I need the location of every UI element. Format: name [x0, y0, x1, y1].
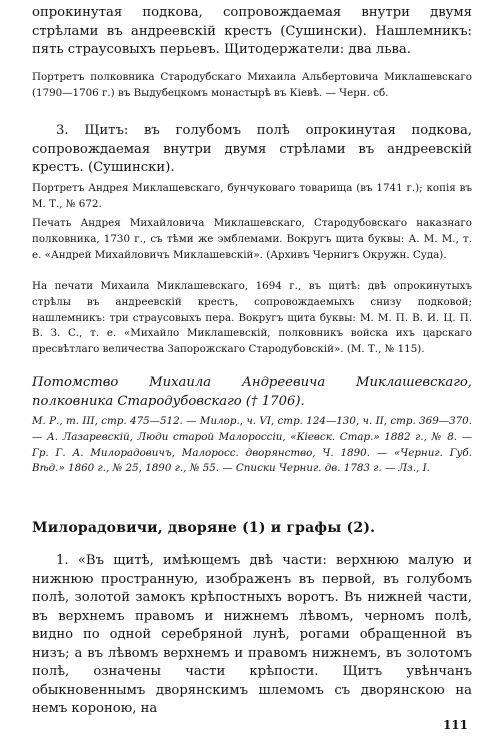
note-3: Печать Андрея Михайловича Миклашевскаго, Стародубовскаго наказнаго полковника, 1730 г., съ тѣми же эмблемами. Вокругъ щита буквы: А. М. М., т. е. «Андрей Михайловичъ Миклашевскій». (Архивъ Чернигъ Окружн. Суда). — [32, 217, 472, 261]
paragraph-3: 1. «Въ щитѣ, имѣющемъ двѣ части: верхнюю малую и нижнюю пространную, изображенъ въ первой, въ голубомъ полѣ, золотой замокъ крѣпостныхъ воротъ. Въ нижней части, въ верхнемъ правомъ и нижнемъ лѣвомъ, черномъ полѣ, видно по одной серебряной лунѣ, рогами обращенной въ низъ; а въ лѣвомъ верхнемъ и правомъ нижнемъ, въ золотомъ полѣ, означены части крѣпости. Щитъ увѣнчанъ обыкновеннымъ дворянскимъ шлемомъ съ дворянскою на немъ короною, на — [32, 553, 472, 716]
note-2: Портретъ Андрея Миклашевскаго, бунчуковаго товарища (въ 1741 г.); копія въ М. Т., № 672. — [32, 182, 472, 210]
paragraph-1: опрокинутая подкова, сопровождаемая внутри двумя стрѣлами въ андреевскій крестъ (Сушински). Нашлемникъ: пять страусовыхъ перьевъ. Щитодержатели: два льва. — [32, 5, 472, 57]
note-4: На печати Михаила Миклашевскаго, 1694 г., въ щитѣ: двѣ опрокинутыхъ стрѣлы въ андреевскій крестъ, сопровождаемыхъ снизу подковой; нашлемникъ: три страусовыхъ пера. Вокругъ щита буквы: М. М. П. В. И. Ц. П. В. З. С., т. е. «Михайло Миклашевскій, полковникъ войска ихъ царскаго пресвѣтлаго величества Запорожскаго Стародубовскій». (М. Т., № 115). — [32, 280, 472, 356]
section-heading: Милорадовичи, дворяне (1) и графы (2). — [32, 520, 376, 536]
references: М. Р., т. III, стр. 475—512. — Милор., ч. VI, стр. 124—130, ч. II, стр. 369—370. — А. Лазаревскій, Люди старой Малороссіи, «Кіевск. Стар.» 1882 г., № 8. — Гр. Г. А. Милорадовичъ, Малоросс. дворянство, Ч. 1890. — «Черниг. Губ. Вѣд.» 1860 г., № 25, 1890 г., № 55. — Списки Черниг. дв. 1783 г. — Лз., I. — [32, 415, 472, 475]
paragraph-2: 3. Щитъ: въ голубомъ полѣ опрокинутая подкова, сопровождаемая внутри двумя стрѣлами въ андреевскій крестъ. (Сушински). — [32, 123, 472, 175]
note-1: Портретъ полковника Стародубскаго Михаила Альбертовича Миклашевскаго (1790—1706 г.) въ Выдубецкомъ монастырѣ въ Кіевѣ. — Черн. сб. — [32, 71, 472, 99]
page-number: 111 — [442, 718, 468, 732]
lineage-heading: Потомство Михаила Андреевича Миклашевскаго, полковника Стародубовскаго († 1706). — [32, 375, 472, 409]
